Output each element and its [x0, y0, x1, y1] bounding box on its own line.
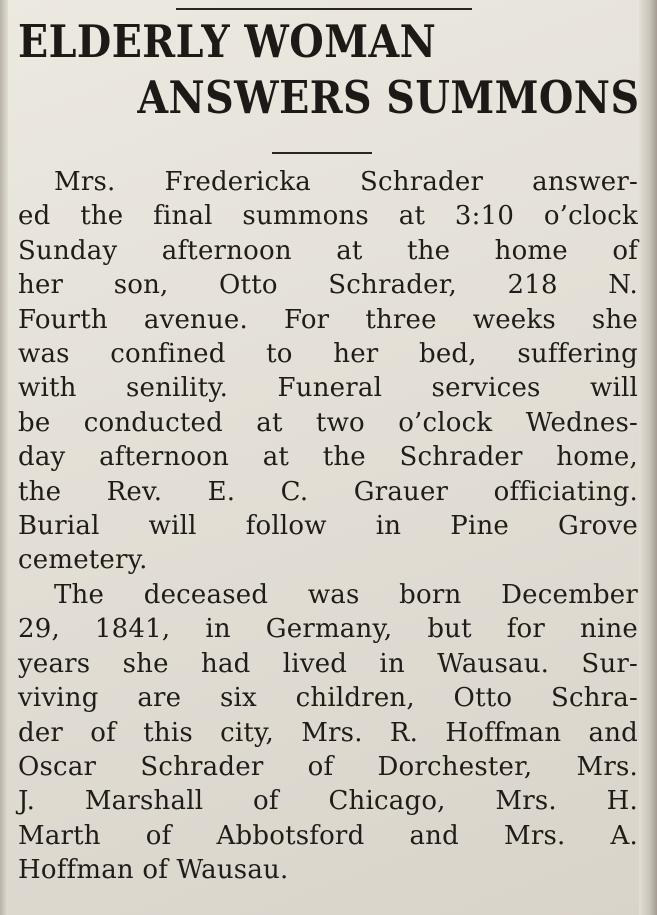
text-line: her son, Otto Schrader, 218 N. [18, 270, 638, 301]
top-rule [176, 8, 472, 10]
text-line: the Rev. E. C. Grauer officiating. [18, 476, 638, 507]
text-line: cemetery. [18, 545, 148, 576]
paragraph-2 [18, 578, 638, 888]
text-line: Oscar Schrader of Dorchester, Mrs. [18, 751, 638, 782]
text-line: viving are six children, Otto Schra- [18, 683, 638, 714]
text-line: with senility. Funeral services will [18, 373, 638, 404]
text-line: years she had lived in Wausau. Sur- [18, 648, 638, 679]
text-line: be conducted at two o’clock Wednes- [18, 407, 638, 438]
headline [18, 14, 643, 126]
text-line: was confined to her bed, suffering [18, 339, 638, 370]
headline-line-1: ELDERLY WOMAN [18, 15, 437, 68]
text-line: Mrs. Fredericka Schrader answer- [54, 167, 638, 197]
clipping-left-edge [0, 0, 8, 915]
headline-divider [272, 152, 372, 154]
text-line: J. Marshall of Chicago, Mrs. H. [18, 786, 638, 817]
text-line: Burial will follow in Pine Grove [18, 511, 638, 542]
paragraph-1 [18, 165, 638, 578]
text-line: ed the final summons at 3:10 o’clock [18, 201, 638, 232]
text-line: day afternoon at the Schrader home, [18, 442, 638, 473]
headline-line-2: ANSWERS SUMMONS [137, 71, 640, 124]
text-line: The deceased was born December [54, 579, 638, 610]
clipping-right-edge [639, 0, 657, 915]
text-line: Marth of Abbotsford and Mrs. A. [18, 820, 638, 851]
text-line: Fourth avenue. For three weeks she [18, 304, 638, 335]
article-body [18, 165, 638, 888]
text-line: der of this city, Mrs. R. Hoffman and [18, 717, 638, 748]
text-line: Hoffman of Wausau. [18, 855, 289, 886]
text-line: 29, 1841, in Germany, but for nine [18, 614, 638, 645]
text-line: Sunday afternoon at the home of [18, 235, 638, 266]
